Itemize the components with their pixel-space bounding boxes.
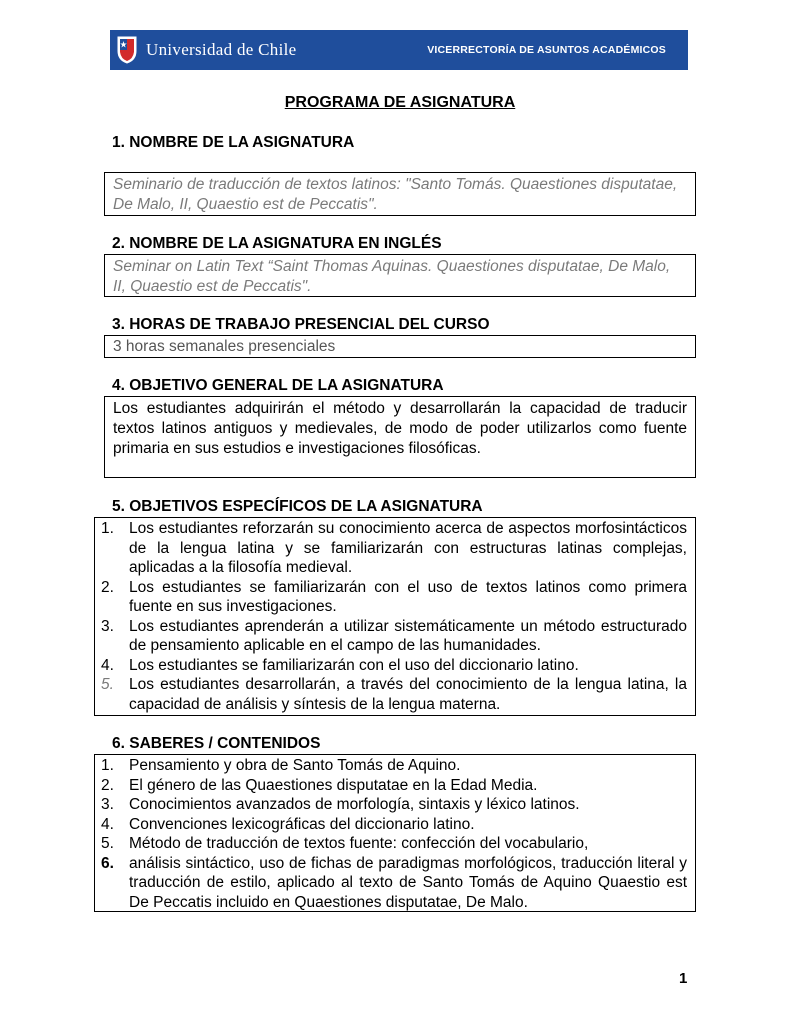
list-item-number: 5. — [101, 835, 114, 852]
section-5-heading: 5. OBJETIVOS ESPECÍFICOS DE LA ASIGNATURA — [112, 498, 483, 515]
contents-list — [101, 756, 687, 912]
list-item-text: Conocimientos avanzados de morfología, sintaxis y léxico latinos. — [129, 796, 580, 813]
list-item — [101, 675, 687, 714]
section-2-box — [104, 254, 696, 297]
list-item-number: 3. — [101, 796, 114, 813]
section-1-heading: 1. NOMBRE DE LA ASIGNATURA — [112, 134, 355, 151]
list-item — [101, 519, 687, 578]
list-item-text: Los estudiantes se familiarizarán con el uso del diccionario latino. — [129, 656, 579, 674]
list-item-text: Los estudiantes reforzarán su conocimiento acerca de aspectos morfosintácticos de la lengua latina y se familiarizarán con estructuras latinas complejas, aplicadas a la filosofía medieval. — [129, 520, 687, 576]
specific-objectives-box — [94, 517, 696, 716]
section-1-box — [104, 172, 696, 216]
course-name-english: Seminar on Latin Text “Saint Thomas Aquinas. Quaestiones disputatae, De Malo, II, Quaestio est de Peccatis". — [113, 258, 671, 295]
vicerrectoria-label: VICERRECTORÍA DE ASUNTOS ACADÉMICOS — [427, 44, 666, 56]
section-3-box — [104, 335, 696, 358]
list-item — [101, 815, 687, 835]
list-item-text: Pensamiento y obra de Santo Tomás de Aquino. — [129, 757, 461, 774]
section-6-heading: 6. SABERES / CONTENIDOS — [112, 735, 321, 752]
list-item — [101, 656, 687, 676]
list-item-text: Método de traducción de textos fuente: confección del vocabulario, — [129, 835, 589, 852]
section-4-heading: 4. OBJETIVO GENERAL DE LA ASIGNATURA — [112, 377, 444, 394]
list-item-number: 1. — [101, 520, 114, 537]
section-2-heading: 2. NOMBRE DE LA ASIGNATURA EN INGLÉS — [112, 235, 442, 252]
section-3-heading: 3. HORAS DE TRABAJO PRESENCIAL DEL CURSO — [112, 316, 490, 333]
list-item — [101, 756, 687, 776]
list-item-text: Los estudiantes desarrollarán, a través del conocimiento de la lengua latina, la capacidad de análisis y síntesis de la lengua materna. — [129, 676, 687, 713]
specific-objectives-list — [101, 519, 687, 714]
page-number: 1 — [679, 970, 688, 987]
university-brand — [116, 35, 296, 65]
university-name: Universidad de Chile — [146, 40, 297, 59]
list-item-text: análisis sintáctico, uso de fichas de paradigmas morfológicos, traducción literal y traducción de estilo, aplicado al texto de Santo Tomás de Aquino Quaestio est De Peccatis incluido en Quaestiones disputatae, De Malo. — [129, 854, 687, 911]
list-item-number: 2. — [101, 578, 114, 596]
list-item — [101, 617, 687, 656]
list-item-text: Los estudiantes se familiarizarán con el uso de textos latinos como primera fuente en sus investigaciones. — [129, 578, 687, 615]
list-item — [101, 795, 687, 815]
list-item-number: 3. — [101, 617, 114, 635]
list-item-text: Los estudiantes aprenderán a utilizar sistemáticamente un método estructurado de pensamiento aplicable en el campo de las humanidades. — [129, 617, 687, 654]
course-name: Seminario de traducción de textos latinos: "Santo Tomás. Quaestiones disputatae, De Malo, II, Quaestio est de Peccatis". — [113, 176, 678, 213]
list-item-number: 4. — [101, 815, 114, 833]
general-objective-text: Los estudiantes adquirirán el método y desarrollarán la capacidad de traducir textos latinos antiguos y medievales, de modo de poder utilizarlos como fuente primaria en sus estudios e investigaciones filosóficas. — [113, 400, 687, 457]
list-item — [101, 854, 687, 913]
contents-box — [94, 754, 696, 912]
university-crest-icon — [116, 35, 138, 65]
list-item-number: 1. — [101, 757, 114, 774]
list-item-text: El género de las Quaestiones disputatae en la Edad Media. — [129, 776, 538, 794]
list-item — [101, 578, 687, 617]
header-banner — [110, 30, 688, 70]
section-4-box — [104, 396, 696, 478]
document-title: PROGRAMA DE ASIGNATURA — [284, 94, 516, 111]
list-item-number: 6. — [101, 854, 114, 872]
list-item — [101, 834, 687, 854]
list-item-number: 4. — [101, 656, 114, 674]
hours-text: 3 horas semanales presenciales — [113, 338, 336, 355]
list-item — [101, 776, 687, 796]
list-item-number: 2. — [101, 776, 114, 794]
list-item-text: Convenciones lexicográficas del diccionario latino. — [129, 815, 475, 833]
list-item-number: 5. — [101, 676, 114, 693]
